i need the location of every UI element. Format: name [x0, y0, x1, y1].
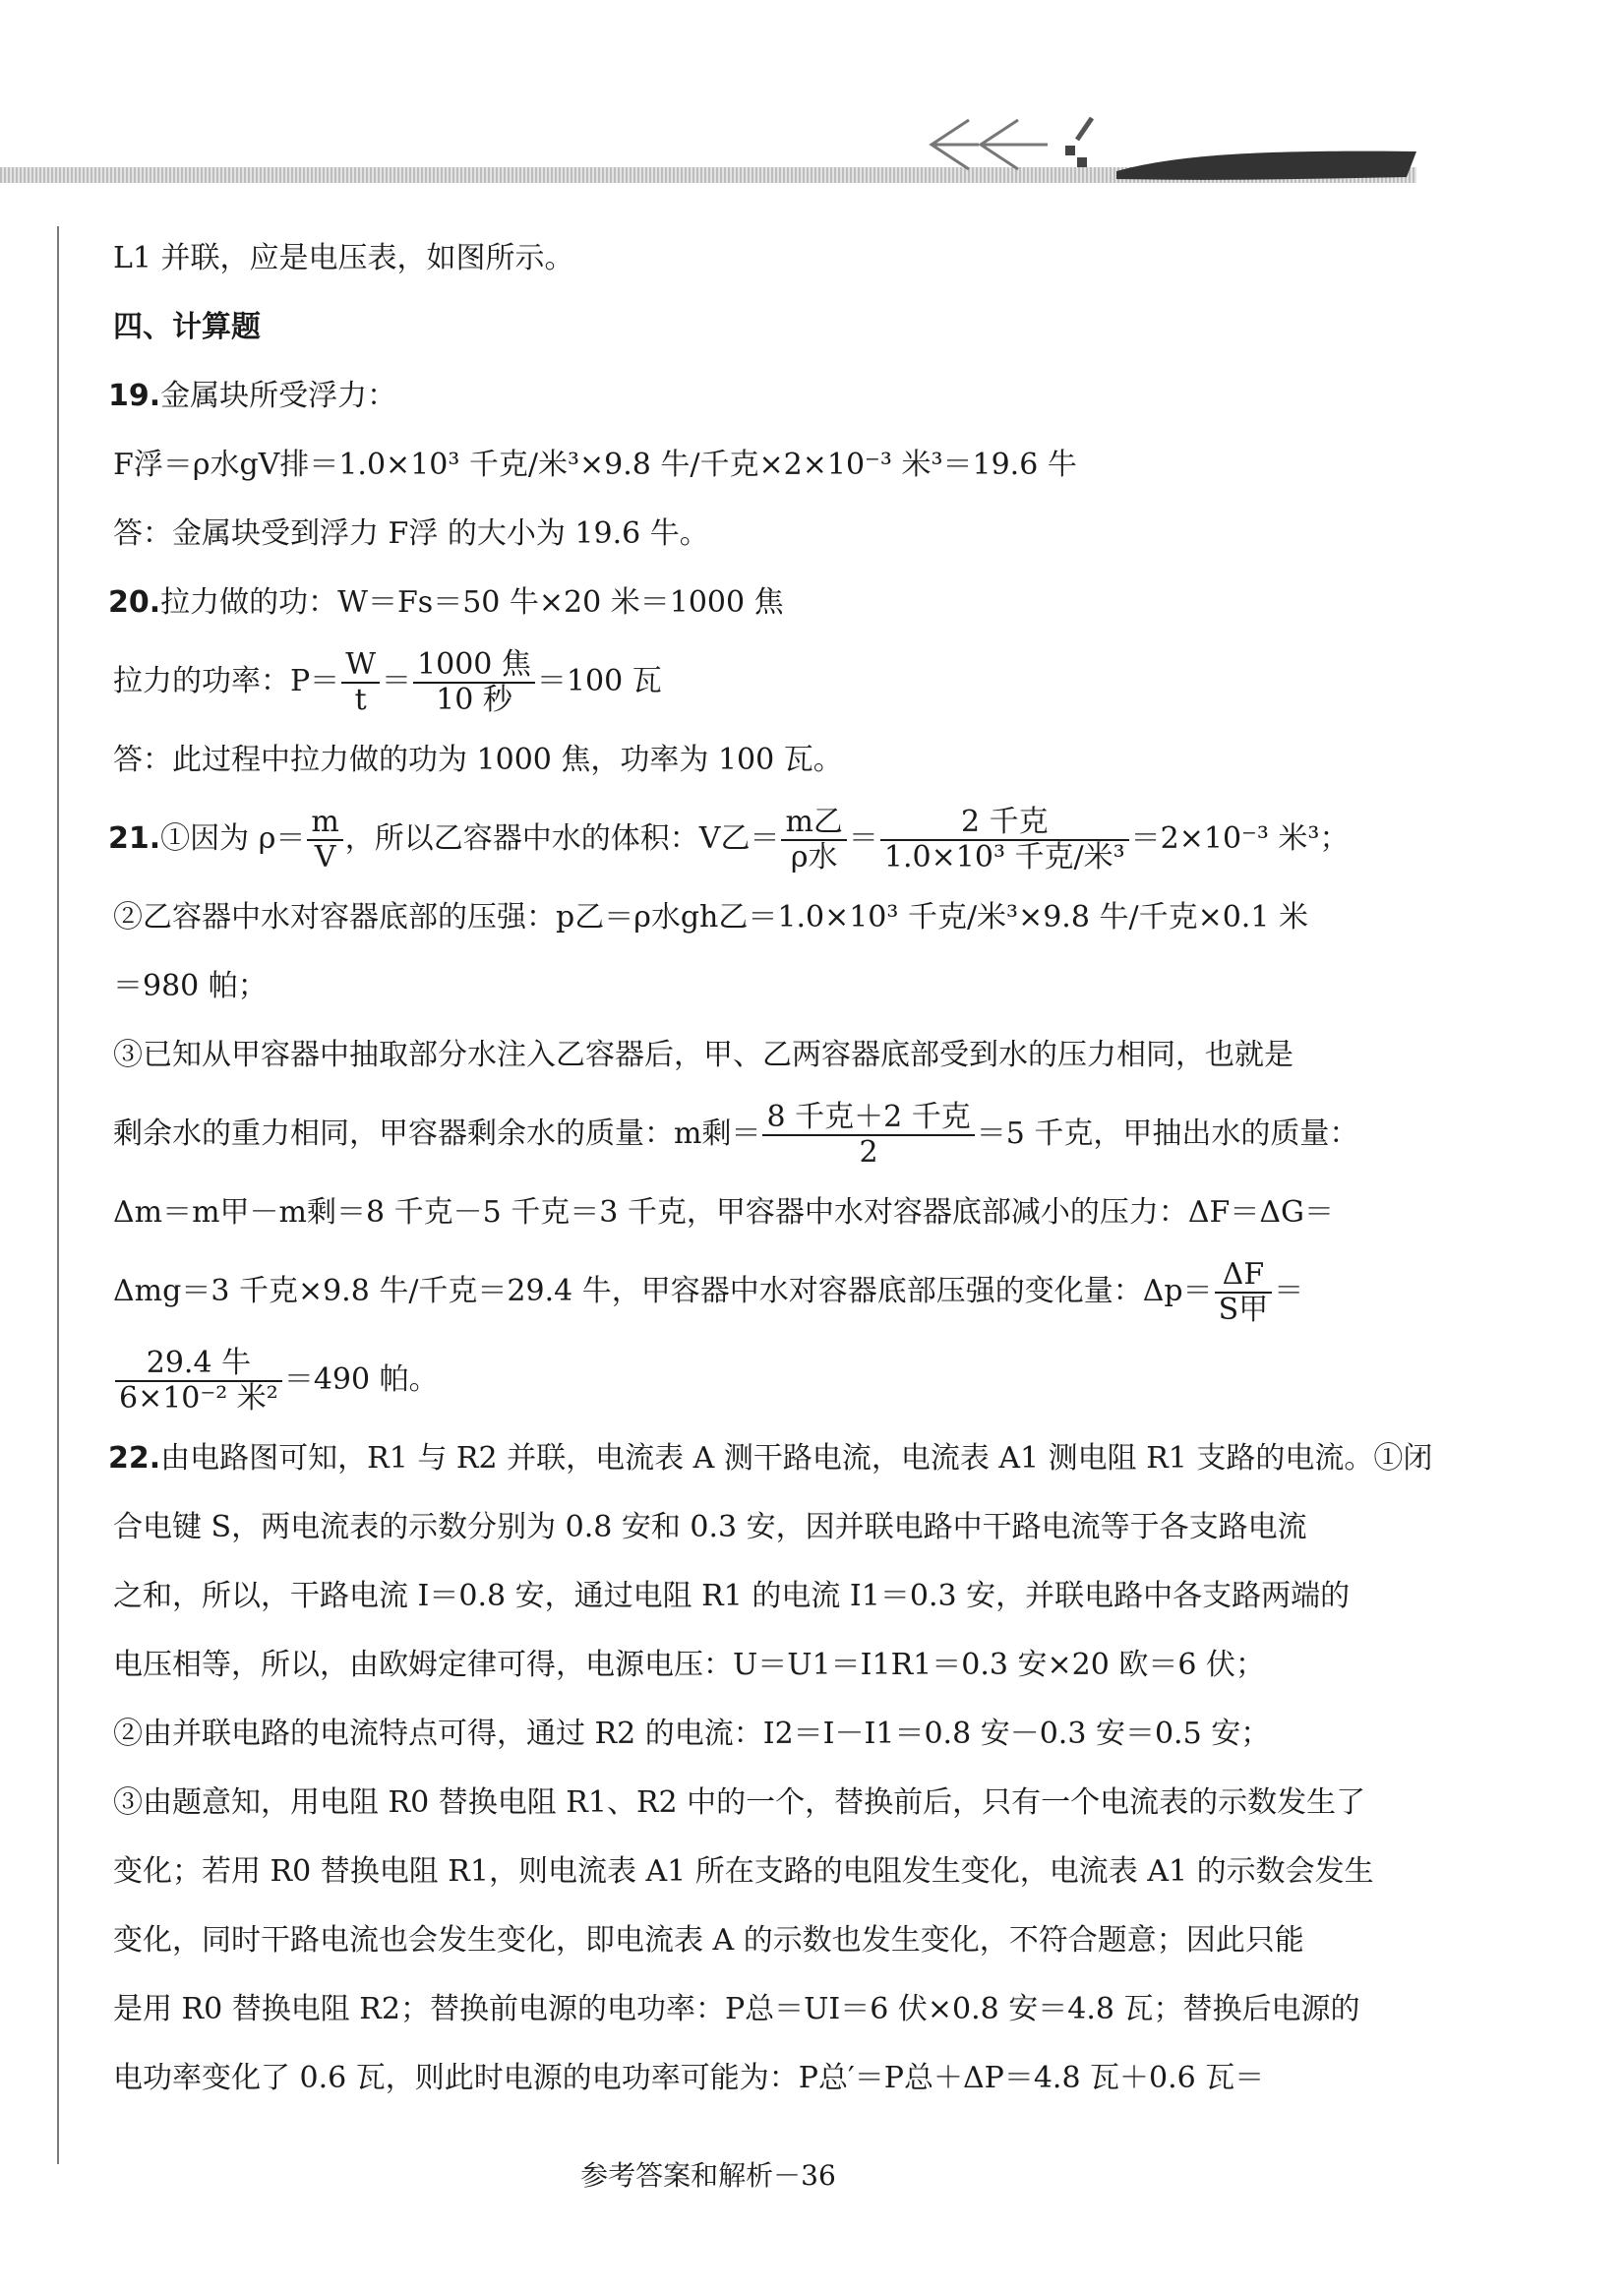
fraction: $\frac{m}{V}$	[307, 806, 342, 875]
q19-line-1: 19.金属块所受浮力：	[108, 379, 397, 413]
q21-line-2: ②乙容器中水对容器底部的压强：p乙＝ρ水gh乙＝1.0×10³ 千克/米³×9.8 牛/千克×0.1 米	[113, 900, 1308, 935]
question-number: 21.	[108, 821, 161, 856]
q21-line-3: ＝980 帕；	[113, 969, 268, 1003]
section-heading: 四、计算题	[113, 310, 261, 344]
q20-line-2: 拉力的功率：P＝ $\frac{W}{t}$ ＝ $\frac{\text{1000 焦}}{\text{10 秒}}$ ＝100 瓦	[113, 647, 662, 717]
question-number: 22.	[108, 1441, 161, 1476]
q20-line-1: 20.拉力做的功：W＝Fs＝50 牛×20 米＝1000 焦	[108, 585, 784, 620]
q21-line-8: $\frac{\text{29.4 牛}}{\text{6×10⁻² 米²}}$ ＝490 帕。	[113, 1336, 1421, 1424]
q22-line-6: ③由题意知，用电阻 R0 替换电阻 R1、R2 中的一个，替换前后，只有一个电流表的示数发生了	[113, 1785, 1366, 1820]
fraction: $\frac{W}{t}$	[341, 648, 380, 717]
question-number: 20.	[108, 585, 161, 620]
q21-line-7: Δmg＝3 千克×9.8 牛/千克＝29.4 牛，甲容器中水对容器底部压强的变化量：Δp＝ $\frac{\Delta F}{\text{S甲}}$ ＝	[113, 1257, 1304, 1327]
fraction: $\frac{\text{m乙}}{\text{ρ水}}$	[781, 806, 846, 875]
fraction: $\frac{\Delta F}{\text{S甲}}$	[1215, 1258, 1273, 1327]
fraction: $\frac{\text{8 千克＋2 千克}}{2}$	[762, 1101, 974, 1170]
q21-line-5: 剩余水的重力相同，甲容器剩余水的质量：m剩＝ $\frac{\text{8 千克＋2 千克}}{2}$ ＝5 千克，甲抽出水的质量：	[113, 1100, 1359, 1170]
question-number: 19.	[108, 379, 161, 413]
q22-line-10: 电功率变化了 0.6 瓦，则此时电源的电功率可能为：P总′＝P总＋ΔP＝4.8 瓦＋0.6 瓦＝	[113, 2061, 1265, 2095]
q22-line-4: 电压相等，所以，由欧姆定律可得，电源电压：U＝U1＝I1R1＝0.3 安×20 欧＝6 伏；	[113, 1648, 1265, 1682]
q21-line-6: Δm＝m甲－m剩＝8 千克－5 千克＝3 千克，甲容器中水对容器底部减小的压力：ΔF＝ΔG＝	[113, 1195, 1334, 1230]
q19-line-3: 答：金属块受到浮力 F浮 的大小为 19.6 牛。	[113, 516, 709, 551]
answer-content	[108, 224, 1433, 2113]
q19-line-2: F浮＝ρ水gV排＝1.0×10³ 千克/米³×9.8 牛/千克×2×10⁻³ 米³＝19.6 牛	[113, 448, 1077, 482]
q22-line-3: 之和，所以，干路电流 I＝0.8 安，通过电阻 R1 的电流 I1＝0.3 安，并联电路中各支路两端的	[113, 1579, 1351, 1613]
fraction: $\frac{\text{1000 焦}}{\text{10 秒}}$	[413, 648, 535, 717]
q22-line-8: 变化，同时干路电流也会发生变化，即电流表 A 的示数也发生变化，不符合题意；因此只能	[113, 1923, 1304, 1958]
q21-line-4: ③已知从甲容器中抽取部分水注入乙容器后，甲、乙两容器底部受到水的压力相同，也就是	[113, 1038, 1293, 1072]
q22-line-9: 是用 R0 替换电阻 R2；替换前电源的电功率：P总＝UI＝6 伏×0.8 安＝4.8 瓦；替换后电源的	[113, 1992, 1360, 2026]
fraction: $\frac{\text{29.4 牛}}{\text{6×10⁻² 米²}}$	[115, 1347, 282, 1416]
q21-line-1: 21.①因为 ρ＝ $\frac{m}{V}$ ，所以乙容器中水的体积：V乙＝ $\frac{\text{m乙}}{\text{ρ水}}$ ＝ $\frac{\text{2 千克}}{\text{1.0×10³ 千克/米³}}$ ＝2×10⁻³ 米³；	[108, 805, 1350, 875]
q22-line-1: 22.由电路图可知，R1 与 R2 并联，电流表 A 测干路电流，电流表 A1 测电阻 R1 支路的电流。①闭	[108, 1441, 1433, 1476]
margin-rule	[57, 226, 59, 2164]
header-arrow-icon	[920, 110, 1421, 189]
q18-continuation: L1 并联，应是电压表，如图所示。	[113, 241, 574, 275]
q22-line-2: 合电键 S，两电流表的示数分别为 0.8 安和 0.3 安，因并联电路中干路电流等于各支路电流	[113, 1510, 1307, 1544]
q22-line-5: ②由并联电路的电流特点可得，通过 R2 的电流：I2＝I－I1＝0.8 安－0.3 安＝0.5 安；	[113, 1717, 1271, 1751]
fraction: $\frac{\text{2 千克}}{\text{1.0×10³ 千克/米³}}$	[880, 806, 1129, 875]
page-footer: 参考答案和解析－36	[580, 2159, 836, 2192]
q22-line-7: 变化；若用 R0 替换电阻 R1，则电流表 A1 所在支路的电阻发生变化，电流表 A1 的示数会发生	[113, 1854, 1374, 1889]
q20-line-3: 答：此过程中拉力做的功为 1000 焦，功率为 100 瓦。	[113, 743, 843, 777]
